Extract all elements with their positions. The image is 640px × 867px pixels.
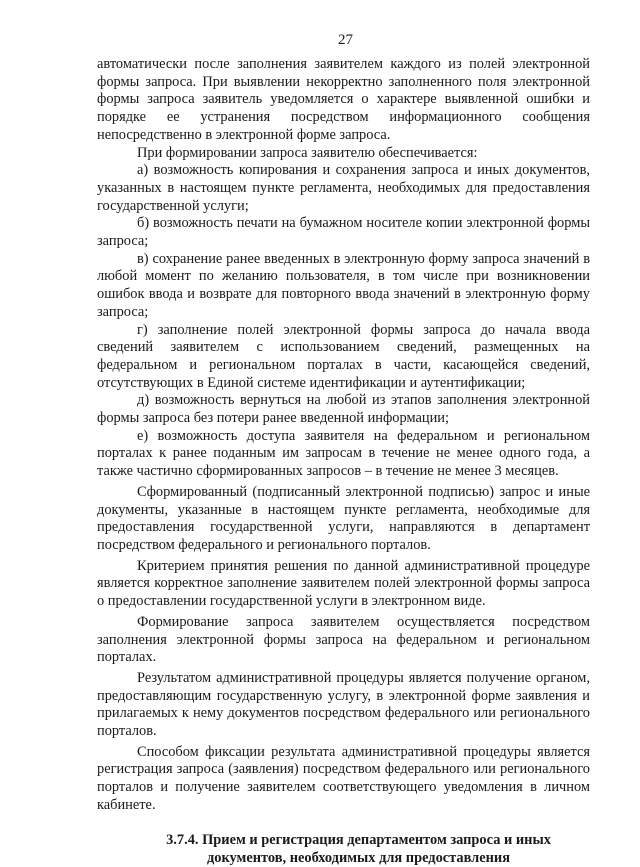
list-item: г) заполнение полей электронной формы запроса до начала ввода сведений заявителем с использованием сведений, размещенных на федеральном и региональном порталах в части, касающейся сведений, отсутствующих в Единой системе идентификации и аутентификации; (97, 321, 590, 391)
paragraph: Критерием принятия решения по данной административной процедуре является корректное заполнение заявителем полей электронной формы запроса о предоставлении государственной услуги в электронном виде. (97, 557, 590, 610)
paragraph: Сформированный (подписанный электронной подписью) запрос и иные документы, указанные в настоящем пункте регламента, необходимые для предоставления государственной услуги, направляются в департамент посредством федерального и регионального порталов. (97, 483, 590, 553)
paragraph: Результатом административной процедуры является получение органом, предоставляющим государственную услугу, в электронной форме заявления и прилагаемых к нему документов посредством федерального или регионального порталов. (97, 669, 590, 740)
paragraph: Формирование запроса заявителем осуществляется посредством заполнения электронной формы запроса на федеральном и региональном порталах. (97, 613, 590, 666)
list-item: б) возможность печати на бумажном носителе копии электронной формы запроса; (97, 215, 590, 250)
section-heading-line: документов, необходимых для предоставления (206, 849, 511, 866)
section-heading (97, 831, 590, 867)
page-number: 27 (338, 32, 353, 48)
paragraph: При формировании запроса заявителю обеспечивается: (137, 144, 478, 161)
section-heading-line: 3.7.4. Прием и регистрация департаментом запроса и иных (166, 831, 551, 848)
list-item: е) возможность доступа заявителя на федеральном и региональном порталах к ранее поданным им запросам в течение не менее одного года, а также частично сформированных запросов – в течение не менее 3 месяцев. (97, 427, 590, 480)
paragraph: автоматически после заполнения заявителем каждого из полей электронной формы запроса. При выявлении некорректно заполненного поля электронной формы запроса заявитель уведомляется о характере выявленной ошибки и порядке ее устранения посредством информационного сообщения непосредственно в электронной форме запроса. (97, 56, 590, 143)
paragraph: Способом фиксации результата административной процедуры является регистрация запроса (заявления) посредством федерального или регионального порталов и получение заявителем соответствующего уведомления в личном кабинете. (97, 743, 590, 813)
list-item: а) возможность копирования и сохранения запроса и иных документов, указанных в настоящем пункте регламента, необходимых для предоставления государственной услуги; (97, 162, 590, 214)
list-item: в) сохранение ранее введенных в электронную форму запроса значений в любой момент по желанию пользователя, в том числе при возникновении ошибок ввода и возврате для повторного ввода значений в электронную форму запроса; (97, 250, 590, 320)
list-item: д) возможность вернуться на любой из этапов заполнения электронной формы запроса без потери ранее введенной информации; (97, 392, 590, 427)
document-body (97, 56, 590, 815)
